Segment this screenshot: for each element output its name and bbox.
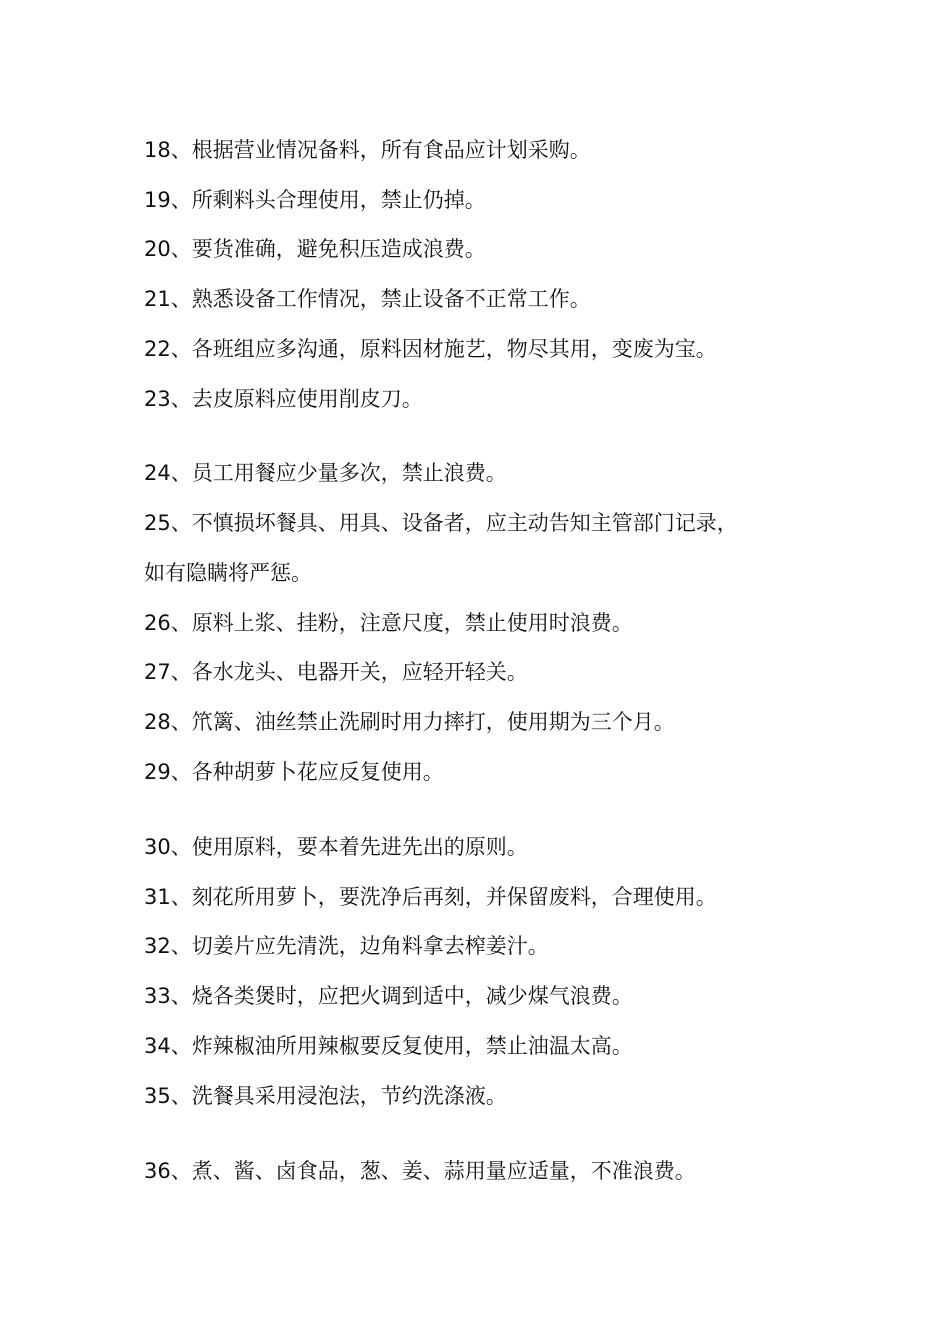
- rule-line-29: 29、各种胡萝卜花应反复使用。: [144, 760, 444, 784]
- rule-line-21: 21、熟悉设备工作情况，禁止设备不正常工作。: [144, 287, 591, 311]
- rule-line-36: 36、煮、酱、卤食品，葱、姜、蒜用量应适量，不准浪费。: [144, 1159, 696, 1183]
- rule-line-18: 18、根据营业情况备料，所有食品应计划采购。: [144, 138, 591, 162]
- rule-line-35: 35、洗餐具采用浸泡法，节约洗涤液。: [144, 1084, 507, 1108]
- rule-line-28: 28、笊篱、油丝禁止洗刷时用力摔打，使用期为三个月。: [144, 710, 675, 734]
- rule-line-22: 22、各班组应多沟通，原料因材施艺，物尽其用，变废为宝。: [144, 337, 717, 361]
- rule-line-33: 33、烧各类煲时，应把火调到适中，减少煤气浪费。: [144, 984, 633, 1008]
- rule-line-25: 25、不慎损坏餐具、用具、设备者，应主动告知主管部门记录，: [144, 511, 738, 535]
- rule-line-25-continued: 如有隐瞒将严惩。: [144, 561, 312, 585]
- rule-line-32: 32、切姜片应先清洗，边角料拿去榨姜汁。: [144, 934, 549, 958]
- rule-line-19: 19、所剩料头合理使用，禁止仍掉。: [144, 188, 486, 212]
- rule-line-26: 26、原料上浆、挂粉，注意尺度，禁止使用时浪费。: [144, 611, 633, 635]
- rule-line-24: 24、员工用餐应少量多次，禁止浪费。: [144, 461, 507, 485]
- rule-line-30: 30、使用原料，要本着先进先出的原则。: [144, 835, 528, 859]
- rule-line-34: 34、炸辣椒油所用辣椒要反复使用，禁止油温太高。: [144, 1034, 633, 1058]
- rule-line-27: 27、各水龙头、电器开关，应轻开轻关。: [144, 660, 528, 684]
- rule-line-23: 23、去皮原料应使用削皮刀。: [144, 387, 423, 411]
- rule-line-20: 20、要货准确，避免积压造成浪费。: [144, 237, 486, 261]
- rule-line-31: 31、刻花所用萝卜，要洗净后再刻，并保留废料，合理使用。: [144, 885, 717, 909]
